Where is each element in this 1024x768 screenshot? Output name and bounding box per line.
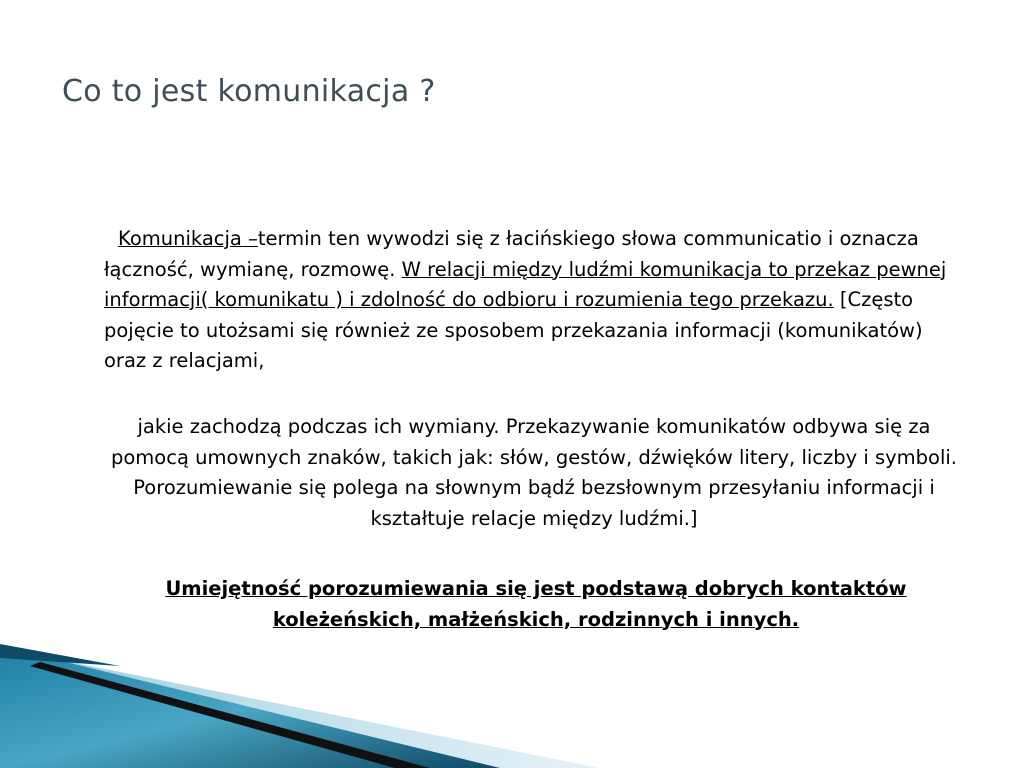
paragraph-intro: termin ten wywodzi się z łacińskiego słowa communicatio i oznacza łączność, wymianę, rozmowę. [104,227,919,281]
decorative-swoosh [0,600,1024,768]
term-komunikacja: Komunikacja – [118,227,258,250]
paragraph-exchange: jakie zachodzą podczas ich wymiany. Przekazywanie komunikatów odbywa się za pomocą umownych znaków, takich jak: słów, gestów, dźwięków litery, liczby i symboli. Porozumiewanie się polega na słownym bądź bezsłownym przesyłaniu informacji i kształtuje relacje między ludźmi.] [110,415,958,530]
paragraph-summary: Umiejętność porozumiewania się jest podstawą dobrych kontaktów koleżeńskich, małżeńskich, rodzinnych i innych. [165,577,907,631]
definition-text: W relacji między ludźmi komunikacja to przekaz pewnej informacji( komunikatu ) i zdolność do odbioru i rozumienia tego przekazu. [104,257,947,311]
slide-title: Co to jest komunikacja ? [62,74,436,109]
paragraph-definition [104,224,964,377]
paragraph-continuation: [Często pojęcie to utożsami się również ze sposobem przekazania informacji (komunikatów) oraz z relacjami, [104,288,923,372]
